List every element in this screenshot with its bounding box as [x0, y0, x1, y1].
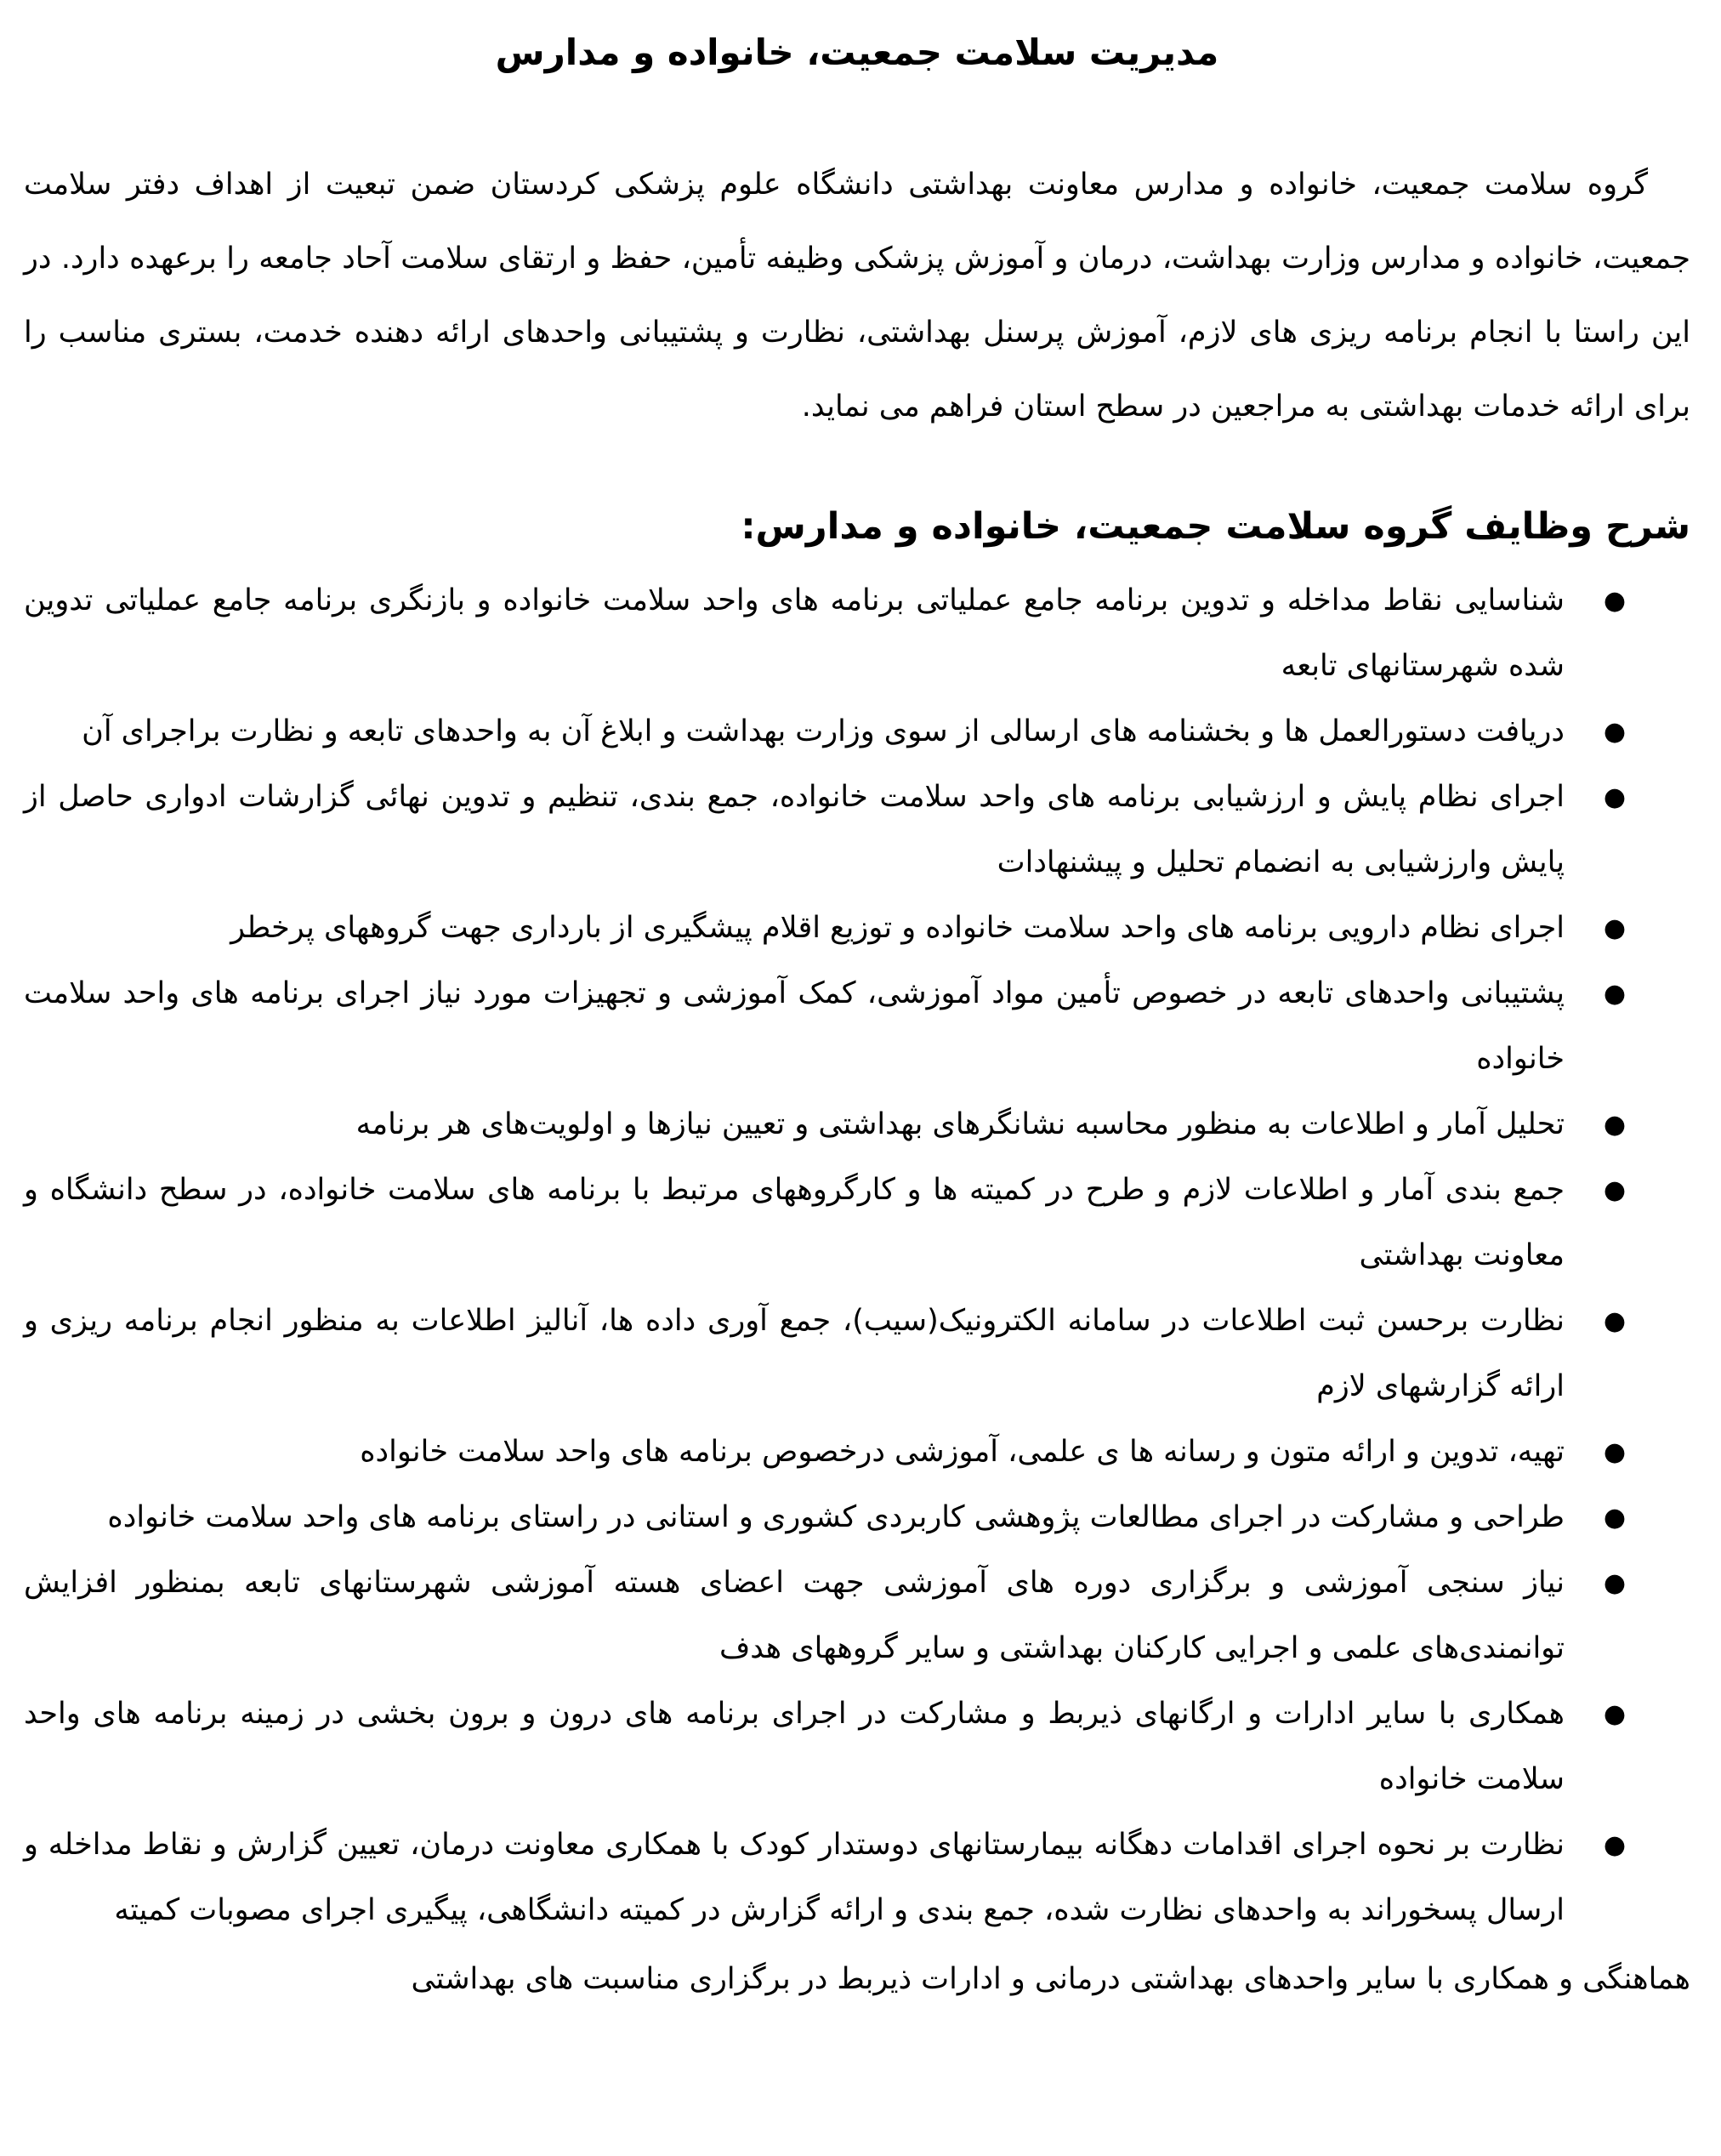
duty-item [24, 568, 1690, 699]
bullet-icon: ● [1603, 1830, 1626, 1860]
bullet-icon: ● [1603, 717, 1626, 747]
bullet-icon: ● [1603, 1306, 1626, 1336]
duty-item [24, 1158, 1690, 1288]
page-title: مدیریت سلامت جمعیت، خانواده و مدارس [495, 31, 1219, 73]
duty-text: نیاز سنجی آموزشی و برگزاری دوره های آموزشی جهت اعضای هسته آموزشی شهرستانهای تابعه بمنظور افزایش توانمندی‌های علمی و اجرایی کارکنان بهداشتی و سایر گروههای هدف [24, 1566, 1565, 1665]
duties-list [24, 568, 1690, 1943]
duty-item [24, 1812, 1690, 1943]
bullet-icon: ● [1603, 1503, 1626, 1533]
duty-text: تحلیل آمار و اطلاعات به منظور محاسبه نشانگرهای بهداشتی و تعیین نیازها و اولویت‌های هر برنامه [355, 1107, 1565, 1141]
duty-item [24, 1419, 1690, 1485]
intro-paragraph: گروه سلامت جمعیت، خانواده و مدارس معاونت بهداشتی دانشگاه علوم پزشکی کردستان ضمن تبعیت از اهداف دفتر سلامت جمعیت، خانواده و مدارس وزارت بهداشت، درمان و آموزش پزشکی وظیفه تأمین، حفظ و ارتقای سلامت آحاد جامعه را برعهده دارد. در این راستا با انجام برنامه ریزی های لازم، آموزش پرسنل بهداشتی، نظارت و پشتیبانی واحدهای ارائه دهنده خدمت، بستری مناسب را برای ارائه خدمات بهداشتی به مراجعین در سطح استان فراهم می نماید. [24, 168, 1690, 424]
duty-text: تهیه، تدوین و ارائه متون و رسانه ها ی علمی، آموزشی درخصوص برنامه های واحد سلامت خانواده [360, 1435, 1565, 1469]
bullet-icon: ● [1603, 586, 1626, 616]
duty-item [24, 1092, 1690, 1158]
duty-text: نظارت برحسن ثبت اطلاعات در سامانه الکترونیک(سیب)، جمع آوری داده ها، آنالیز اطلاعات به منظور انجام برنامه ریزی و ارائه گزارشهای لازم [24, 1304, 1565, 1403]
bullet-icon: ● [1603, 782, 1626, 812]
duty-text: اجرای نظام دارویی برنامه های واحد سلامت خانواده و توزیع اقلام پیشگیری از بارداری جهت گروههای پرخطر [230, 911, 1565, 945]
bullet-icon: ● [1603, 1699, 1626, 1729]
bullet-icon: ● [1603, 913, 1626, 943]
bullet-icon: ● [1603, 1437, 1626, 1467]
bullet-icon: ● [1603, 1110, 1626, 1140]
duty-text: شناسایی نقاط مداخله و تدوین برنامه جامع عملیاتی برنامه های واحد سلامت خانواده و بازنگری برنامه جامع عملیاتی تدوین شده شهرستانهای تابعه [24, 583, 1565, 683]
bullet-icon: ● [1603, 1568, 1626, 1598]
duty-item [24, 765, 1690, 896]
duty-item [24, 1681, 1690, 1812]
duty-item [24, 1288, 1690, 1419]
duty-item [24, 961, 1690, 1092]
duties-heading: شرح وظایف گروه سلامت جمعیت، خانواده و مدارس: [741, 505, 1690, 548]
duty-text: همکاری با سایر ادارات و ارگانهای ذیربط و مشارکت در اجرای برنامه های درون و برون بخشی در زمینه برنامه های واحد سلامت خانواده [24, 1697, 1565, 1796]
duty-text: نظارت بر نحوه اجرای اقدامات دهگانه بیمارستانهای دوستدار کودک با همکاری معاونت درمان، تعیین گزارش و نقاط مداخله و ارسال پسخوراند به واحدهای نظارت شده، جمع بندی و ارائه گزارش در کمیته دانشگاهی، پیگیری اجرای مصوبات کمیته [24, 1828, 1565, 1927]
trailing-paragraph: هماهنگی و همکاری با سایر واحدهای بهداشتی درمانی و ادارات ذیربط در برگزاری مناسبت های بهداشتی [411, 1962, 1690, 1996]
duty-text: جمع بندی آمار و اطلاعات لازم و طرح در کمیته ها و کارگروههای مرتبط با برنامه های سلامت خانواده، در سطح دانشگاه و معاونت بهداشتی [24, 1173, 1565, 1272]
duty-item [24, 1550, 1690, 1681]
duty-item [24, 699, 1690, 765]
duty-text: طراحی و مشارکت در اجرای مطالعات پژوهشی کاربردی کشوری و استانی در راستای برنامه های واحد سلامت خانواده [107, 1500, 1565, 1534]
bullet-icon: ● [1603, 979, 1626, 1009]
duty-item [24, 1485, 1690, 1550]
duty-text: اجرای نظام پایش و ارزشیابی برنامه های واحد سلامت خانواده، جمع بندی، تنظیم و تدوین نهائی گزارشات ادواری حاصل از پایش وارزشیابی به انضمام تحلیل و پیشنهادات [24, 780, 1565, 879]
duty-item [24, 896, 1690, 961]
duty-text: دریافت دستورالعمل ها و بخشنامه های ارسالی از سوی وزارت بهداشت و ابلاغ آن به واحدهای تابعه و نظارت براجرای آن [82, 714, 1565, 748]
duty-text: پشتیبانی واحدهای تابعه در خصوص تأمین مواد آموزشی، کمک آموزشی و تجهیزات مورد نیاز اجرای برنامه های واحد سلامت خانواده [24, 976, 1565, 1076]
bullet-icon: ● [1603, 1175, 1626, 1205]
